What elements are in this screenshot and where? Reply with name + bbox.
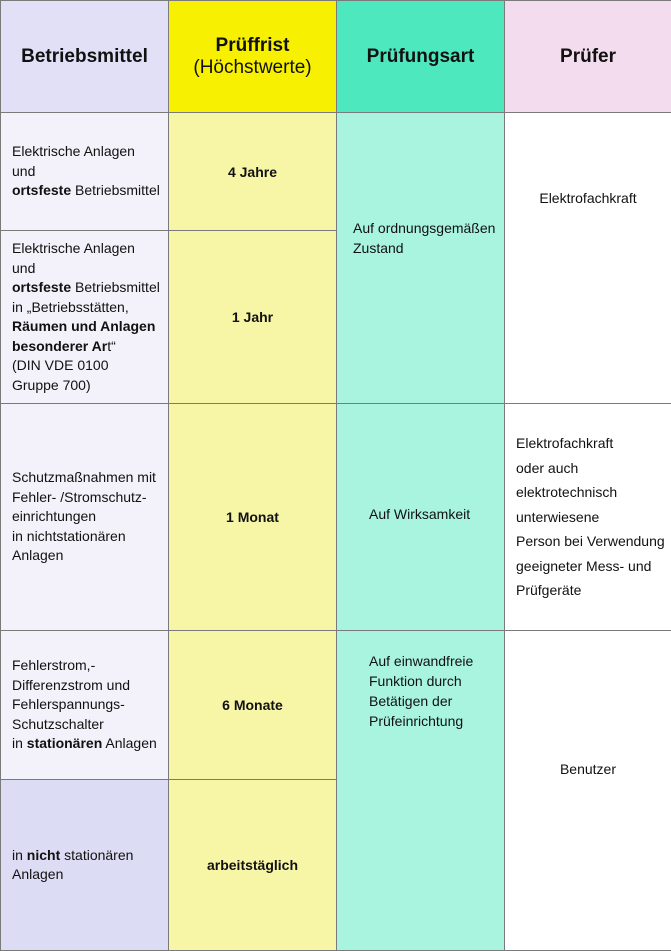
betriebsmittel-cell: Elektrische Anlagen und ortsfeste Betriebsmittel: [1, 113, 169, 231]
pruefer-cell: Benutzer: [505, 631, 671, 951]
header-pruefungsart: Prüfungsart: [337, 1, 505, 113]
prueffrist-cell: 4 Jahre: [169, 113, 337, 231]
header-prueffrist-sub: (Höchstwerte): [169, 57, 336, 79]
table-row-3: [1, 404, 671, 631]
pruefer-cell: Elektrofachkraft oder auch elektrotechnisch unterwiesene Person bei Verwendung geeigneter Mess- und Prüfgeräte: [505, 404, 671, 631]
header-pruefer: Prüfer: [505, 1, 671, 113]
prueffrist-cell: 1 Monat: [169, 404, 337, 631]
pruefungsart-cell: Auf einwandfreie Funktion durch Betätigen der Prüfeinrichtung: [337, 631, 505, 951]
prueffrist-cell: arbeitstäglich: [169, 780, 337, 951]
betriebsmittel-cell: Elektrische Anlagen und ortsfeste Betriebsmittel in „Betriebsstätten, Räumen und Anlagen besonderer Art“ (DIN VDE 0100 Gruppe 700): [1, 231, 169, 404]
header-betriebsmittel: Betriebsmittel: [1, 1, 169, 113]
prueffrist-cell: 1 Jahr: [169, 231, 337, 404]
prueffrist-cell: 6 Monate: [169, 631, 337, 780]
betriebsmittel-cell: Schutzmaßnahmen mit Fehler- /Stromschutz- einrichtungen in nichtstationären Anlagen: [1, 404, 169, 631]
header-row: [1, 1, 671, 113]
betriebsmittel-cell: Fehlerstrom,- Differenzstrom und Fehlerspannungs- Schutzschalter in stationären Anlagen: [1, 631, 169, 780]
pruefungsart-cell: Auf Wirksamkeit: [337, 404, 505, 631]
pruefer-cell: Elektrofachkraft: [505, 113, 671, 404]
table-row-4: [1, 631, 671, 780]
header-prueffrist: [169, 1, 337, 113]
header-prueffrist-title: Prüffrist: [216, 35, 290, 56]
pruefungsart-cell: Auf ordnungsgemäßen Zustand: [337, 113, 505, 404]
betriebsmittel-cell: in nicht stationären Anlagen: [1, 780, 169, 951]
table-row-1: [1, 113, 671, 231]
